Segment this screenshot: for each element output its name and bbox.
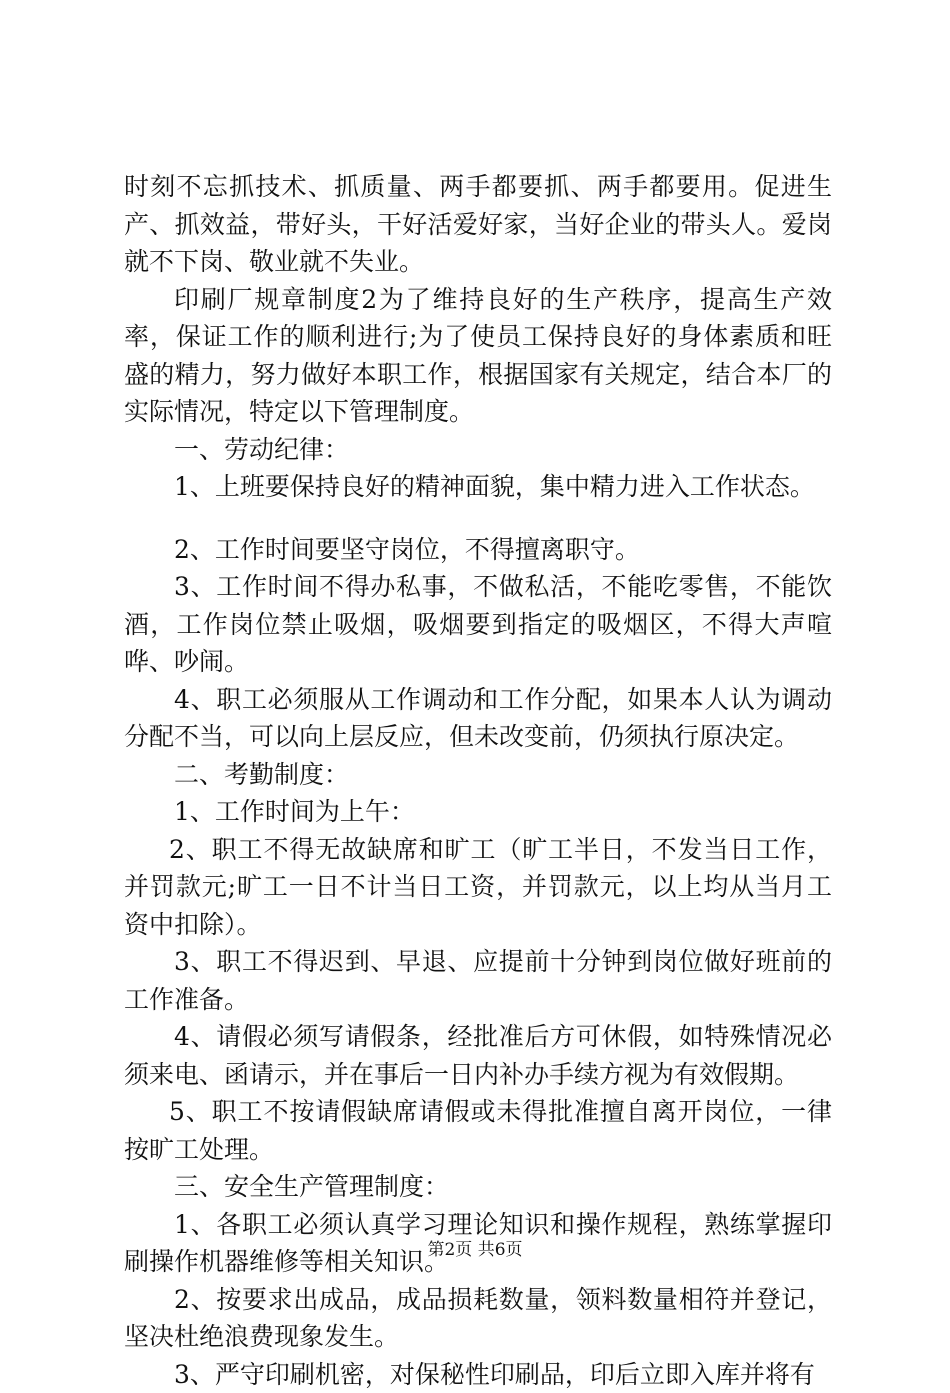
section-heading: 一、劳动纪律：	[124, 431, 832, 469]
paragraph: 1、上班要保持良好的精神面貌，集中精力进入工作状态。	[124, 468, 832, 506]
section-heading: 三、安全生产管理制度：	[124, 1168, 832, 1206]
section-heading: 二、考勤制度：	[124, 756, 832, 794]
paragraph: 3、工作时间不得办私事，不做私活，不能吃零售，不能饮酒，工作岗位禁止吸烟，吸烟要到指定的吸烟区，不得大声喧哗、吵闹。	[124, 568, 832, 681]
paragraph: 时刻不忘抓技术、抓质量、两手都要抓、两手都要用。促进生产、抓效益，带好头，干好活爱好家，当好企业的带头人。爱岗就不下岗、敬业就不失业。	[124, 168, 832, 281]
page-number-footer: 第2页 共6页	[0, 1238, 950, 1262]
paragraph: 1、各职工必须认真学习理论知识和操作规程，熟练掌握印刷操作机器维修等相关知识。	[124, 1206, 832, 1281]
paragraph: 4、请假必须写请假条，经批准后方可休假，如特殊情况必须来电、函请示，并在事后一日内补办手续方视为有效假期。	[124, 1018, 832, 1093]
paragraph: 5、职工不按请假缺席请假或未得批准擅自离开岗位，一律按旷工处理。	[124, 1093, 832, 1168]
paragraph: 3、严守印刷机密，对保秘性印刷品，印后立即入库并将有	[124, 1356, 832, 1393]
paragraph: 2、工作时间要坚守岗位，不得擅离职守。	[124, 531, 832, 569]
document-body	[124, 168, 832, 1393]
paragraph: 4、职工必须服从工作调动和工作分配，如果本人认为调动分配不当，可以向上层反应，但未改变前，仍须执行原决定。	[124, 681, 832, 756]
paragraph: 2、职工不得无故缺席和旷工（旷工半日，不发当日工作，并罚款元;旷工一日不计当日工资，并罚款元，以上均从当月工资中扣除）。	[124, 831, 832, 944]
paragraph: 1、工作时间为上午：	[124, 793, 832, 831]
paragraph: 2、按要求出成品，成品损耗数量，领料数量相符并登记，坚决杜绝浪费现象发生。	[124, 1281, 832, 1356]
paragraph: 3、职工不得迟到、早退、应提前十分钟到岗位做好班前的工作准备。	[124, 943, 832, 1018]
paragraph: 印刷厂规章制度2为了维持良好的生产秩序，提高生产效率，保证工作的顺利进行;为了使员工保持良好的身体素质和旺盛的精力，努力做好本职工作，根据国家有关规定，结合本厂的实际情况，特定以下管理制度。	[124, 281, 832, 431]
